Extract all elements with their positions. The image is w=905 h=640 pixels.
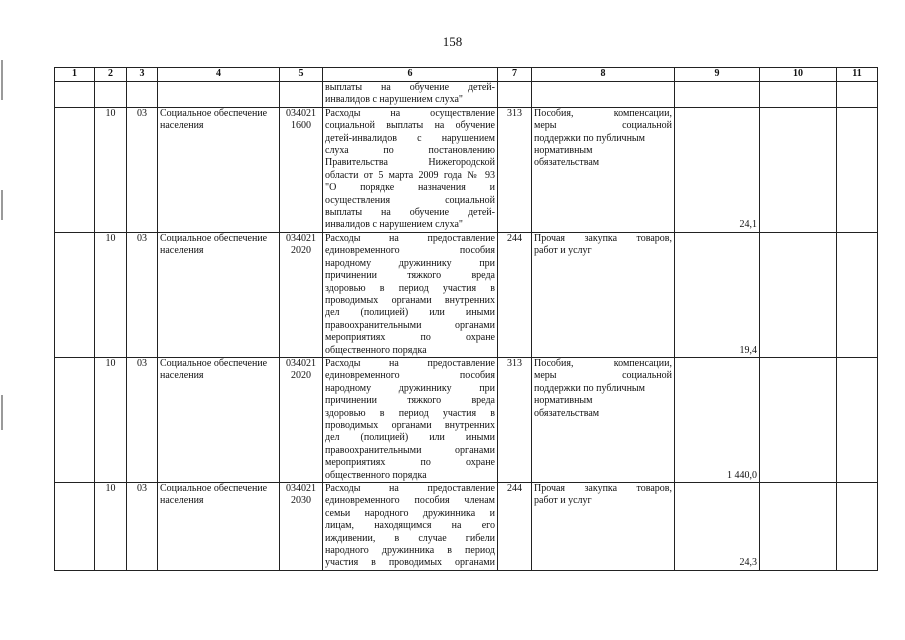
section-code: 10 — [95, 483, 127, 571]
expense-type-name: Прочая закупка товаров, работ и услуг — [532, 483, 675, 571]
header-row — [55, 68, 878, 82]
section-code: 10 — [95, 107, 127, 232]
description-cell — [323, 357, 498, 482]
expense-type-code: 244 — [498, 232, 532, 357]
expense-type-name: Прочая закупка товаров, работ и услуг — [532, 232, 675, 357]
column-header: 1 — [55, 68, 95, 82]
column-header: 7 — [498, 68, 532, 82]
scan-edge-mark — [1, 60, 3, 100]
column-header: 3 — [127, 68, 158, 82]
description-line: мероприятиях по охране — [325, 457, 495, 469]
table-row — [55, 483, 878, 571]
empty-cell — [760, 357, 837, 482]
table-row — [55, 357, 878, 482]
description-line: Расходы на предоставление — [325, 483, 495, 494]
expense-type-code: 313 — [498, 357, 532, 482]
section-name: Социальное обеспечение населения — [158, 483, 280, 571]
expense-type-code: 313 — [498, 107, 532, 232]
table-row — [55, 107, 878, 232]
description-line: проводимых органами внутренних — [325, 294, 495, 306]
target-article-code: 034021 1600 — [280, 107, 323, 232]
description-line: детей-инвалидов с нарушением — [325, 132, 495, 144]
description-line: иждивении, в случае гибели — [325, 532, 495, 544]
description-line: народного дружинника в период — [325, 545, 495, 557]
description-line: здоровью в период участия в — [325, 282, 495, 294]
empty-cell — [837, 357, 878, 482]
description-line: причинении тяжкого вреда — [325, 270, 495, 282]
column-header: 4 — [158, 68, 280, 82]
description-line: общественного порядка — [325, 344, 427, 356]
empty-cell — [837, 232, 878, 357]
table-row — [55, 232, 878, 357]
page-number: 158 — [442, 34, 463, 49]
scan-edge-mark — [1, 395, 3, 430]
description-line: правоохранительными органами — [325, 444, 495, 456]
amount-value: 24,3 — [675, 483, 760, 571]
description-line: Расходы на предоставление — [325, 357, 495, 369]
description-line: мероприятиях по охране — [325, 332, 495, 344]
target-article-code: 034021 2020 — [280, 232, 323, 357]
section-name: Социальное обеспечение населения — [158, 357, 280, 482]
description-cell — [323, 232, 498, 357]
column-header: 10 — [760, 68, 837, 82]
subsection-code: 03 — [127, 232, 158, 357]
description-line: дел (полицией) или иными — [325, 432, 495, 444]
column-header: 11 — [837, 68, 878, 82]
table-row-continuation — [55, 82, 878, 108]
amount-value: 19,4 — [675, 232, 760, 357]
column-header: 9 — [675, 68, 760, 82]
target-article-code: 034021 2030 — [280, 483, 323, 571]
description-line: выплаты на обучение детей- — [325, 207, 495, 219]
description-line: народному дружиннику при — [325, 257, 495, 269]
expense-type-name: Пособия, компенсации, меры социальной поддержки по публичным нормативным обязательствам — [532, 357, 675, 482]
description-line: инвалидов с нарушением слуха" — [325, 94, 463, 106]
column-header: 8 — [532, 68, 675, 82]
column-header: 2 — [95, 68, 127, 82]
expense-type-code: 244 — [498, 483, 532, 571]
description-line: дел (полицией) или иными — [325, 307, 495, 319]
subsection-code: 03 — [127, 107, 158, 232]
description-line: лицам, находящимся на его — [325, 520, 495, 532]
description-line: единовременного пособия — [325, 370, 495, 382]
section-name: Социальное обеспечение населения — [158, 107, 280, 232]
description-line: инвалидов с нарушением слуха" — [325, 219, 463, 231]
section-code: 10 — [95, 357, 127, 482]
description-line: семьи народного дружинника и — [325, 507, 495, 519]
description-line: выплаты на обучение детей- — [325, 82, 495, 93]
column-header: 6 — [323, 68, 498, 82]
description-line: причинении тяжкого вреда — [325, 395, 495, 407]
subsection-code: 03 — [127, 357, 158, 482]
description-line: участия в проводимых органами — [325, 557, 495, 569]
description-cell — [323, 483, 498, 571]
amount-value: 24,1 — [675, 107, 760, 232]
empty-cell — [760, 107, 837, 232]
column-header: 5 — [280, 68, 323, 82]
empty-cell — [760, 483, 837, 571]
description-line: единовременного пособия — [325, 245, 495, 257]
description-cell — [323, 107, 498, 232]
budget-table — [54, 67, 878, 571]
description-line: социальной выплаты на обучение — [325, 120, 495, 132]
description-line: Правительства Нижегородской — [325, 157, 495, 169]
description-line: общественного порядка — [325, 469, 427, 481]
description-line: "О порядке назначения и — [325, 182, 495, 194]
description-line: народному дружиннику при — [325, 382, 495, 394]
description-line: здоровью в период участия в — [325, 407, 495, 419]
description-line: осуществления социальной — [325, 194, 495, 206]
subsection-code: 03 — [127, 483, 158, 571]
empty-cell — [837, 107, 878, 232]
expense-type-name: Пособия, компенсации, меры социальной поддержки по публичным нормативным обязательствам — [532, 107, 675, 232]
description-cell — [323, 82, 498, 108]
description-line: проводимых органами внутренних — [325, 419, 495, 431]
description-line: Расходы на осуществление — [325, 107, 495, 119]
target-article-code: 034021 2020 — [280, 357, 323, 482]
section-code: 10 — [95, 232, 127, 357]
scan-edge-mark — [1, 190, 3, 220]
description-line: единовременного пособия членам — [325, 495, 495, 507]
description-line: области от 5 марта 2009 года № 93 — [325, 169, 495, 181]
empty-cell — [837, 483, 878, 571]
description-line: слуха по постановлению — [325, 145, 495, 157]
description-line: правоохранительными органами — [325, 319, 495, 331]
empty-cell — [760, 232, 837, 357]
description-line: Расходы на предоставление — [325, 232, 495, 244]
amount-value: 1 440,0 — [675, 357, 760, 482]
section-name: Социальное обеспечение населения — [158, 232, 280, 357]
